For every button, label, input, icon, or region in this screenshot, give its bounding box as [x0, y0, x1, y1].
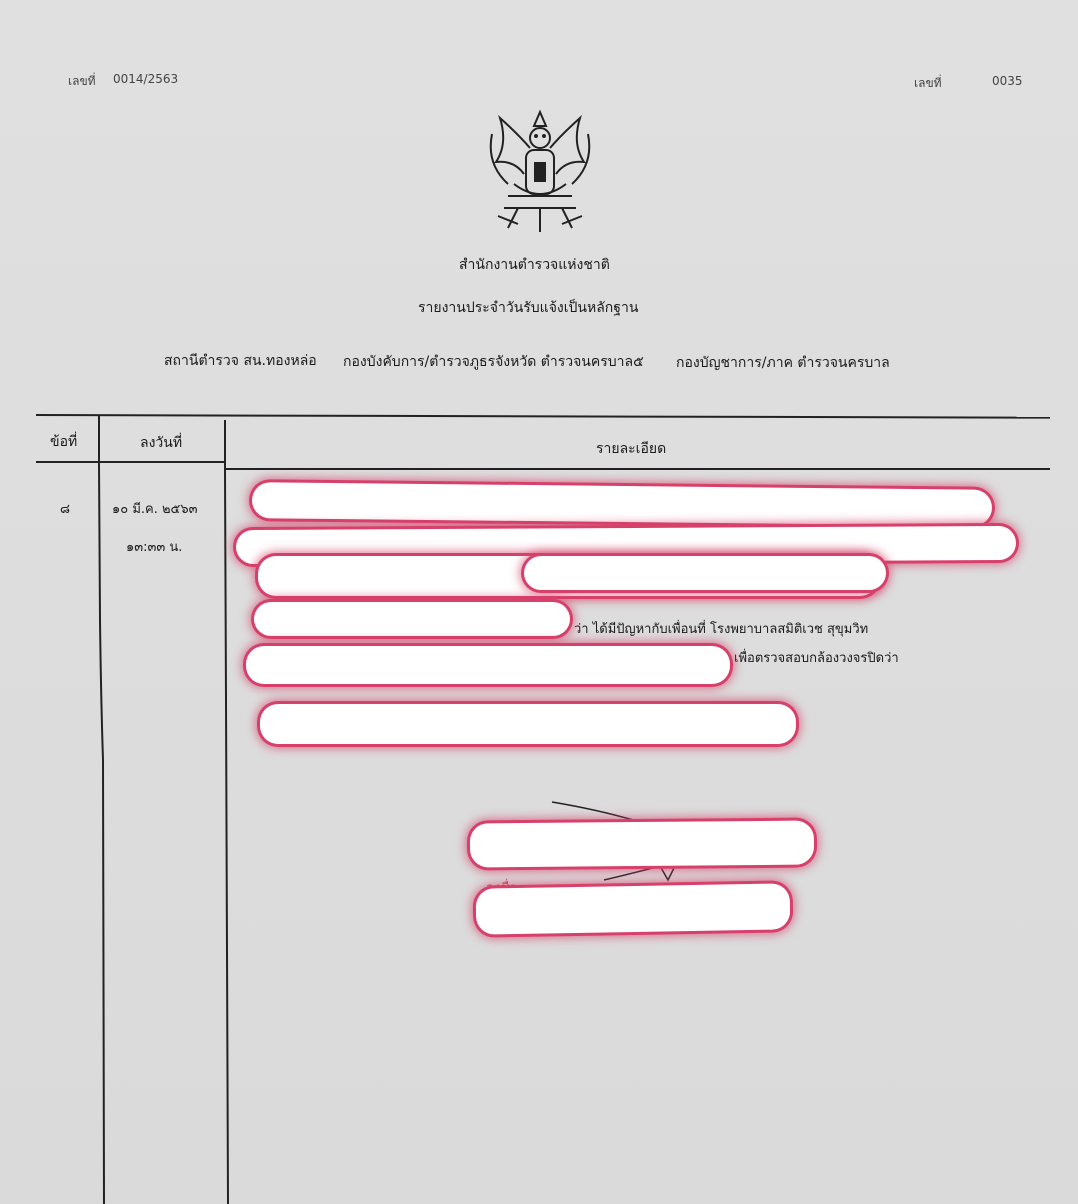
redaction-bar	[252, 482, 992, 526]
detail-visible-line-1: ว่า ได้มีปัญหากับเพื่อนที่ โรงพยาบาลสมิติเวช สุขุมวิท	[574, 622, 869, 637]
doc-number-value: 0014/2563	[113, 72, 179, 86]
column-header-detail: รายละเอียด	[596, 441, 667, 457]
column-header-date: ลงวันที่	[140, 435, 183, 451]
redaction-bar	[260, 704, 796, 744]
page-number-value: 0035	[992, 74, 1023, 88]
column-header-no: ข้อที่	[50, 434, 78, 450]
redaction-bar	[524, 556, 886, 590]
redaction-bar	[246, 646, 730, 684]
entry-number: ๘	[60, 502, 71, 517]
entry-time: ๑๓:๓๓ น.	[126, 540, 183, 555]
bureau-name: กองบัญชาการ/ภาค ตำรวจนครบาล	[676, 355, 890, 371]
station-name: สถานีตำรวจ สน.ทองหล่อ	[164, 353, 317, 369]
detail-visible-line-2: เพื่อตรวจสอบกล้องวงจรปิดว่า	[734, 651, 899, 666]
doc-number-label: เลขที่	[68, 74, 96, 88]
page-number-label: เลขที่	[914, 76, 942, 90]
redaction-bar	[476, 883, 791, 934]
agency-title: สำนักงานตำรวจแห่งชาติ	[459, 257, 610, 273]
division-name: กองบังคับการ/ตำรวจภูธรจังหวัด ตำรวจนครบาล๕	[343, 354, 644, 370]
entry-date: ๑๐ มี.ค. ๒๕๖๓	[112, 502, 198, 517]
report-title: รายงานประจำวันรับแจ้งเป็นหลักฐาน	[418, 300, 639, 316]
redaction-bar	[254, 602, 570, 636]
redaction-bar	[470, 820, 814, 867]
